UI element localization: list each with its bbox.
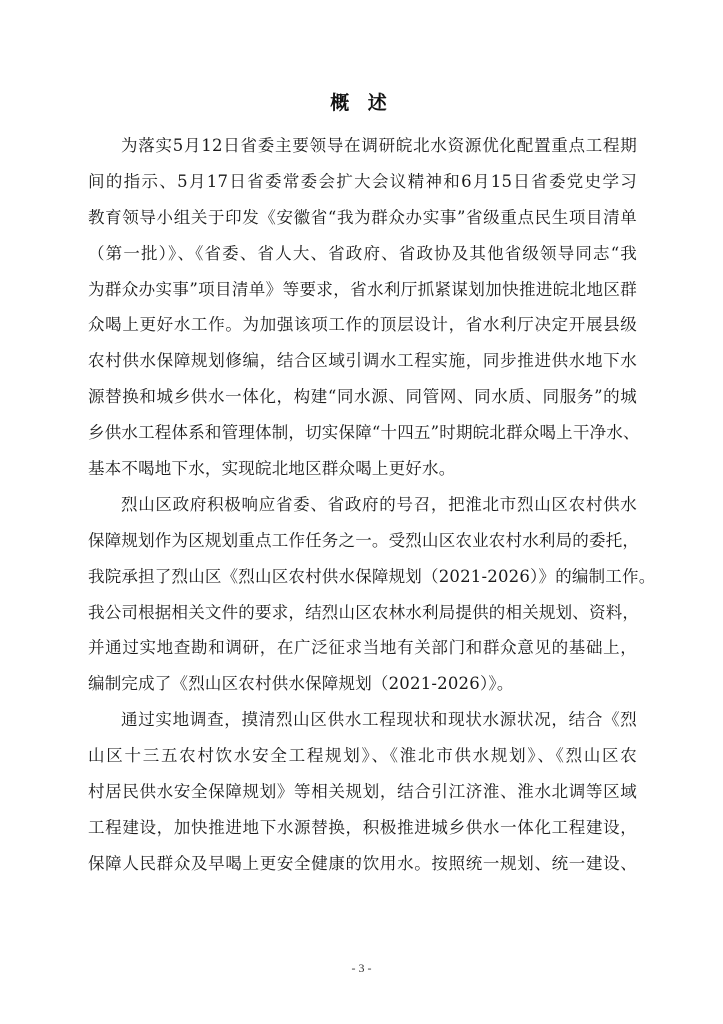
text-line: 村居民供水安全保障规划》等相关规划，结合引江济淮、淮水北调等区域 [88, 782, 637, 802]
text-line: 为群众办实事”项目清单》等要求，省水利厅抓紧谋划加快推进皖北地区群 [88, 279, 637, 299]
text-line: 基本不喝地下水，实现皖北地区群众喝上更好水。 [88, 459, 456, 479]
text-line: 我公司根据相关文件的要求，结烈山区农林水利局提供的相关规划、资料， [88, 602, 640, 622]
text-line: 烈山区政府积极响应省委、省政府的号召，把淮北市烈山区农村供水 [121, 494, 637, 514]
paragraph-1 [88, 128, 640, 487]
text-line: 为落实5月12日省委主要领导在调研皖北水资源优化配置重点工程期 [121, 136, 637, 155]
paragraph-3 [88, 702, 637, 881]
text-line: 间的指示、5月17日省委常委会扩大会议精神和6月15日省委党史学习 [88, 171, 637, 191]
page-title: 概 述 [330, 92, 393, 114]
text-line: 保障人民群众及早喝上更安全健康的饮用水。按照统一规划、统一建设、 [88, 853, 637, 873]
text-line: 我院承担了烈山区《烈山区农村供水保障规划（2021-2026）》的编制工作。 [88, 566, 656, 586]
text-line: 工程建设，加快推进地下水源替换，积极推进城乡供水一体化工程建设， [88, 817, 637, 837]
text-line: 农村供水保障规划修编，结合区域引调水工程实施，同步推进供水地下水 [88, 351, 637, 371]
text-line: 并通过实地查勘和调研，在广泛征求当地有关部门和群众意见的基础上， [88, 638, 637, 658]
text-line: 保障规划作为区规划重点工作任务之一。受烈山区农业农村水利局的委托， [88, 530, 640, 550]
text-line: 源替换和城乡供水一体化，构建“同水源、同管网、同水质、同服务”的城 [88, 387, 637, 407]
text-line: 山区十三五农村饮水安全工程规划》、《淮北市供水规划》、《烈山区农 [88, 746, 637, 766]
text-line: 教育领导小组关于印发《安徽省“我为群众办实事”省级重点民生项目清单 [88, 207, 637, 227]
text-line: 众喝上更好水工作。为加强该项工作的顶层设计，省水利厅决定开展县级 [88, 315, 637, 335]
document-body [88, 128, 656, 882]
text-line: （第一批）》、《省委、省人大、省政府、省政协及其他省级领导同志“我 [88, 243, 637, 263]
text-line: 编制完成了《烈山区农村供水保障规划（2021-2026）》。 [88, 674, 514, 694]
paragraph-2 [88, 487, 656, 702]
page-number: - 3 - [351, 961, 372, 975]
text-line: 乡供水工程体系和管理体制，切实保障“十四五”时期皖北群众喝上干净水、 [88, 423, 640, 443]
text-line: 通过实地调查，摸清烈山区供水工程现状和现状水源状况，结合《烈 [121, 710, 637, 730]
